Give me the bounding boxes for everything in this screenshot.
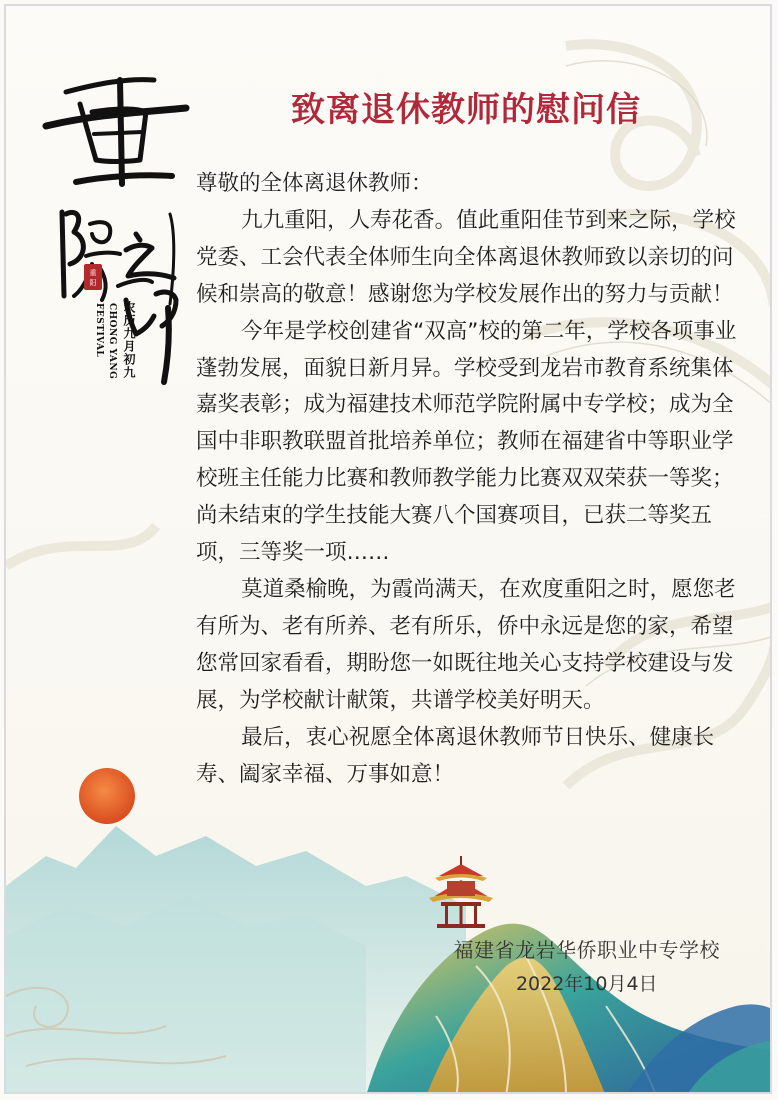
signature-block: [454, 934, 721, 996]
letter-body: [196, 166, 741, 793]
english-caption-line2: FESTIVAL: [94, 303, 104, 358]
letter-page: [4, 4, 772, 1094]
paragraph-4: 最后，衷心祝愿全体离退休教师节日快乐、健康长寿、阖家幸福、万事如意！: [196, 724, 715, 787]
letter-date: 2022年10月4日: [515, 973, 658, 995]
school-name: 福建省龙岩华侨职业中专学校: [453, 938, 720, 962]
sun-icon: [79, 768, 135, 824]
paragraph-2: 今年是学校创建省“双高”校的第二年，学校各项事业蓬勃发展，面貌日新月异。学校受到龙岩市教育系统集体嘉奖表彰；成为福建技术师范学院附属中专学校；成为全国中非职教联盟首批培养单位；教师在福建省中等职业学校班主任能力比赛和教师教学能力比赛双双荣获一等奖；尚未结束的学生技能大赛八个国赛项目，已获二等奖五项，三等奖一项……: [196, 318, 737, 566]
paragraph-3: 莫道桑榆晚，为霞尚满天，在欢度重阳之时，愿您老有所为、老有所养、老有所乐，侨中永远是您的家，希望您常回家看看，期盼您一如既往地关心支持学校建设与发展，为学校献计献策，共谱学校美好明天。: [196, 576, 736, 713]
salutation: 尊敬的全体离退休教师：: [196, 171, 433, 196]
paragraph-1: 九九重阳，人寿花香。值此重阳佳节到来之际，学校党委、工会代表全体师生向全体离退休教师致以亲切的问候和崇高的敬意！感谢您为学校发展作出的努力与贡献！: [196, 207, 736, 307]
seal-text-2: 阳: [89, 279, 97, 287]
english-caption-line1: CHONG YANG: [107, 303, 117, 380]
lunar-date-label: 农历九月初九: [122, 301, 136, 379]
seal-text-1: 重: [89, 269, 97, 277]
letter-title: 致离退休教师的慰问信: [291, 90, 641, 130]
